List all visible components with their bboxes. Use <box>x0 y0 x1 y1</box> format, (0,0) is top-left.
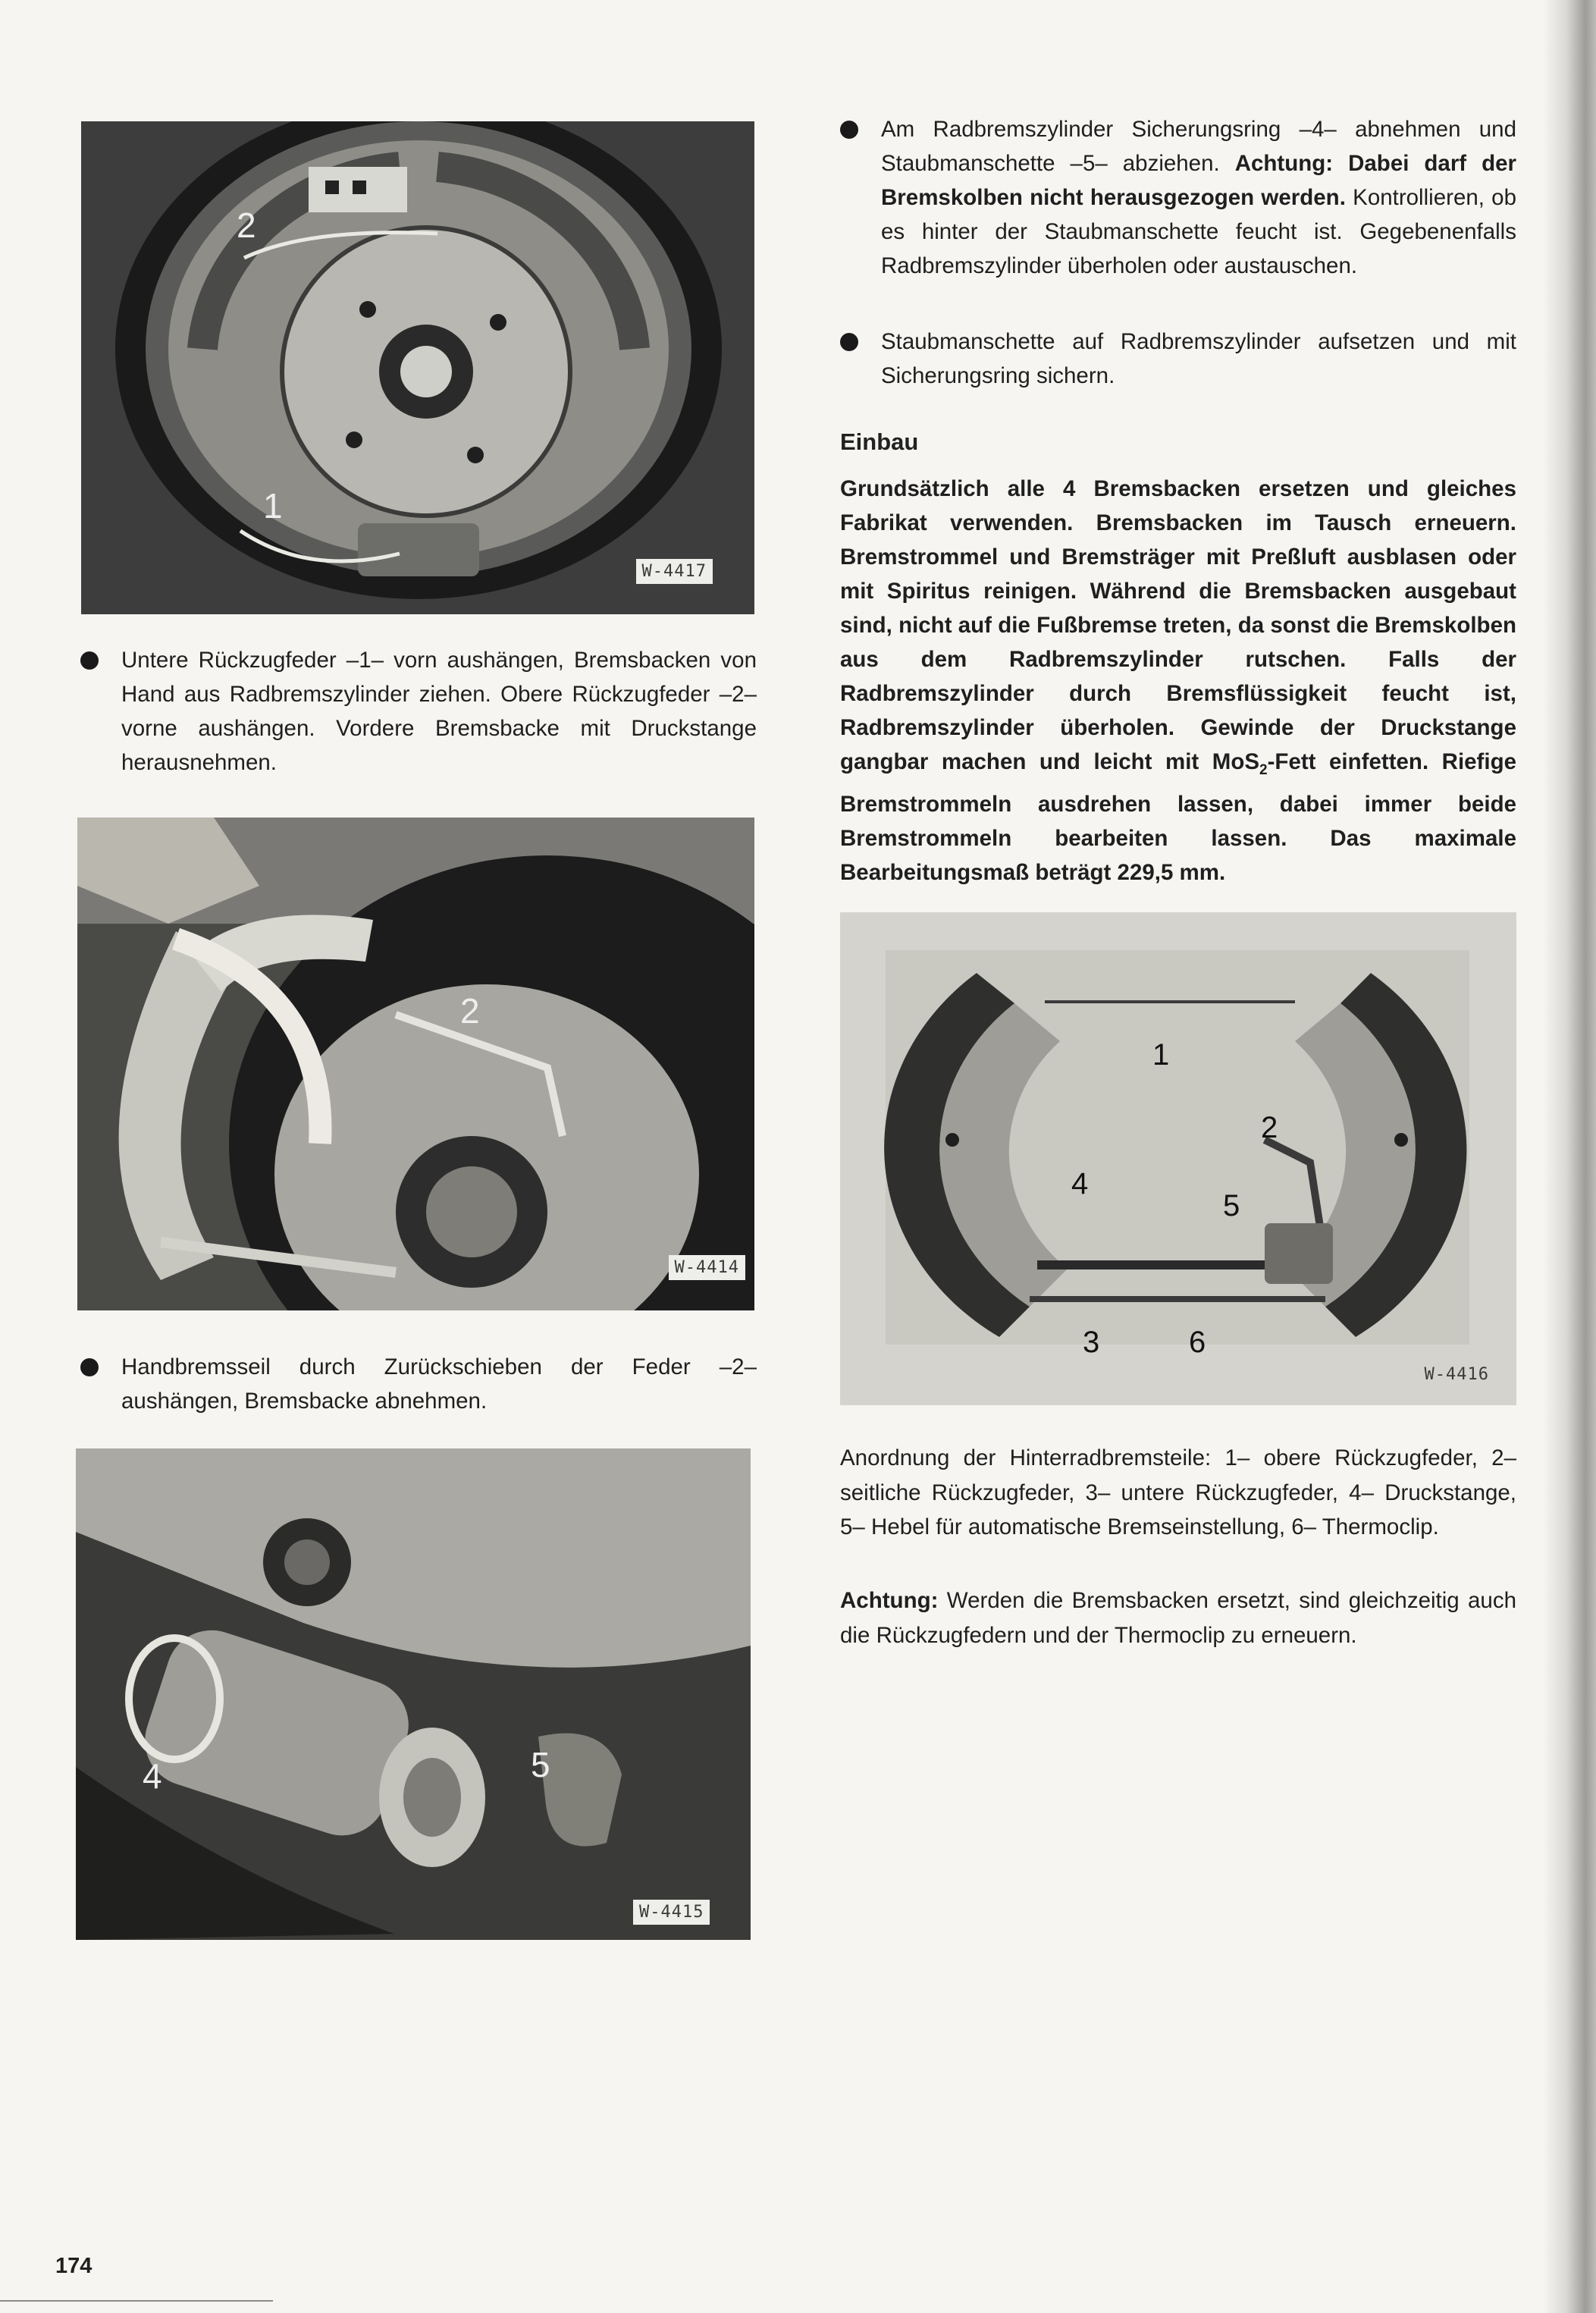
callout-label: 4 <box>143 1756 162 1796</box>
step-text: Handbremsseil durch Zurückschieben der Feder –2– aushängen, Bremsbacke abnehmen. <box>121 1354 757 1414</box>
einbau-text-cont: -Fett einfetten. Riefige Bremstrommeln ausdrehen lassen, dabei immer beide Bremstrommeln bearbeiten lassen. Das maximale Bearbeitungsmaß beträgt 229,5 mm. <box>840 749 1516 885</box>
bullet-icon <box>840 333 858 351</box>
callout-label: 3 <box>1083 1326 1100 1359</box>
note-text: Werden die Bremsbacken ersetzt, sind gleichzeitig auch die Rückzugfedern und der Thermoclip zu erneuern. <box>840 1588 1517 1648</box>
figure-caption: Anordnung der Hinterradbremsteile: 1– obere Rückzugfeder, 2– seitliche Rückzugfeder, 3– untere Rückzugfeder, 4– Druckstange, 5– Hebel für automatische Bremseinstellung, 6– Thermoclip. <box>840 1445 1516 1539</box>
callout-label: 2 <box>1261 1111 1278 1144</box>
callout-label: 5 <box>1223 1189 1240 1222</box>
einbau-paragraph <box>840 472 1516 890</box>
photo-rear-brake-parts <box>840 912 1516 1405</box>
callout-label: 1 <box>1152 1038 1170 1072</box>
page-number: 174 <box>55 2254 92 2278</box>
instruction-step <box>121 1350 757 1418</box>
note-label: Achtung: <box>840 1588 939 1613</box>
photo-brake-shoe-removal <box>77 818 754 1310</box>
instruction-step <box>881 112 1516 283</box>
step-text: Kontrollieren, ob es hinter der Staubmanschette feucht ist. Gegebenenfalls Radbremszylinder überholen oder austauschen. <box>881 185 1516 278</box>
einbau-text: Grundsätzlich alle 4 Bremsbacken ersetzen und gleiches Fabrikat verwenden. Bremsbacken im Tausch erneuern. Bremstrommel und Bremsträger mit Preßluft ausblasen oder mit Spiritus reinigen. Während die Bremsbacken ausgebaut sind, nicht auf die Fußbremse treten, da sonst die Bremskolben aus dem Radbremszylinder rutschen. Falls der Radbremszylinder durch Bremsflüssigkeit feucht ist, Radbremszylinder überholen. Gewinde der Druckstange gangbar machen und leicht mit MoS <box>840 476 1516 774</box>
callout-label: 4 <box>1071 1167 1089 1200</box>
callout-label: 6 <box>1189 1326 1206 1359</box>
instruction-step <box>121 643 757 780</box>
section-heading: Einbau <box>840 428 919 455</box>
bullet-icon <box>80 1358 99 1376</box>
figure-id-label: W-4416 <box>1424 1365 1489 1384</box>
callout-label: 2 <box>237 206 256 245</box>
instruction-step <box>881 325 1516 393</box>
figure-id-label: W-4417 <box>636 559 713 584</box>
note-paragraph <box>840 1583 1516 1652</box>
bullet-icon <box>840 121 858 139</box>
warning-text: Achtung: Dabei darf der Bremskolben nicht herausgezogen werden. <box>881 151 1517 210</box>
bullet-icon <box>80 651 99 670</box>
figure-id-label: W-4414 <box>669 1255 745 1280</box>
page-edge-shadow <box>1543 0 1596 2313</box>
subscript: 2 <box>1259 761 1268 778</box>
callout-label: 1 <box>263 486 283 526</box>
bottom-rule <box>0 2300 273 2302</box>
callout-label: 5 <box>531 1745 550 1784</box>
figure-id-label: W-4415 <box>633 1900 710 1925</box>
step-text: Am Radbremszylinder Sicherungsring –4– abnehmen und Staubmanschette –5– abziehen. <box>881 117 1516 176</box>
photo-brake-assembly <box>81 121 754 614</box>
step-text: Staubmanschette auf Radbremszylinder aufsetzen und mit Sicherungsring sichern. <box>881 329 1516 388</box>
photo-wheel-brake-cylinder <box>76 1448 751 1940</box>
callout-label: 2 <box>460 991 480 1031</box>
step-text: Untere Rückzugfeder –1– vorn aushängen, Bremsbacken von Hand aus Radbremszylinder ziehen. Obere Rückzugfeder –2– vorne aushängen. Vordere Bremsbacke mit Druckstange herausnehmen. <box>121 648 757 775</box>
